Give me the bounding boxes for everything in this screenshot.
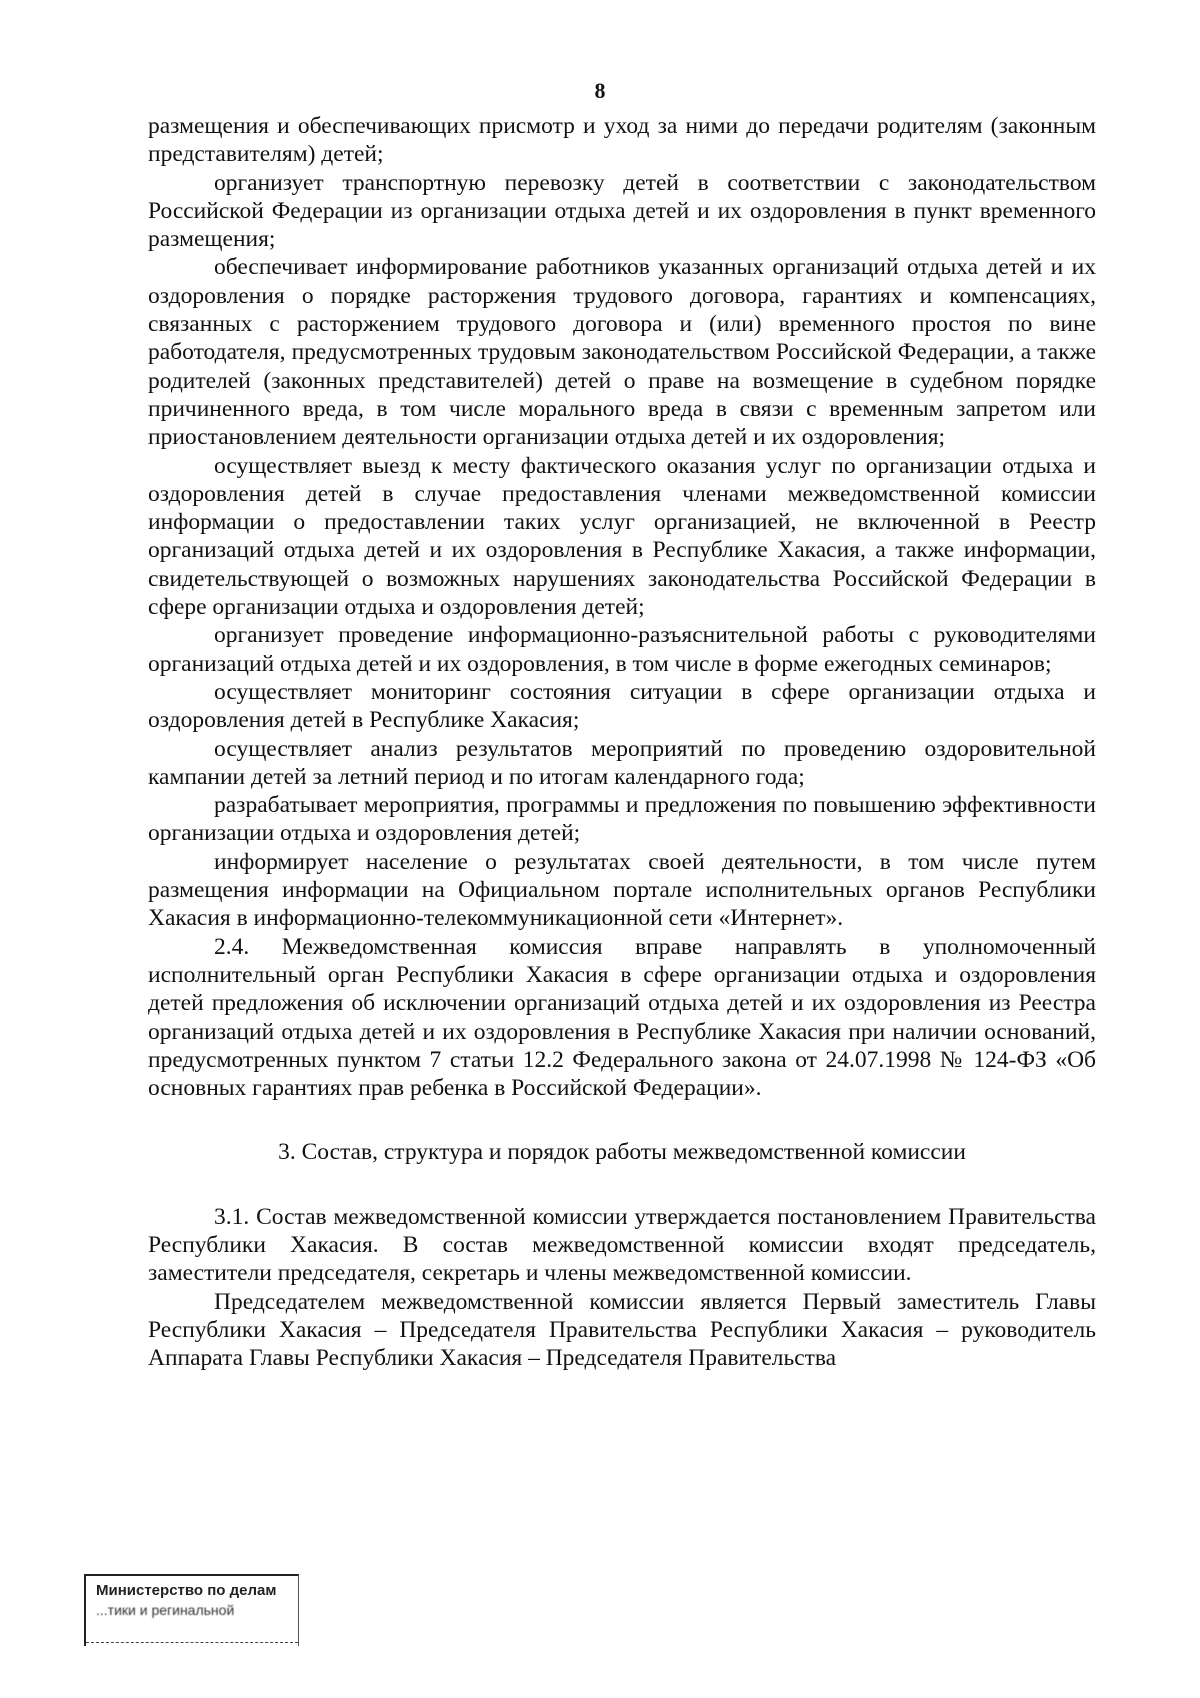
paragraph: организует проведение информационно-разъяснительной работы с руководителями организаций отдыха детей и их оздоровления, в том числе в форме ежегодных семинаров; bbox=[148, 622, 1096, 677]
ministry-stamp bbox=[84, 1574, 299, 1646]
stamp-divider bbox=[86, 1642, 298, 1643]
stamp-line-2: ...тики и регинальной bbox=[96, 1602, 235, 1618]
paragraph-2-4: 2.4. Межведомственная комиссия вправе направлять в уполномоченный исполнительный орган Республики Хакасия в сфере организации отдыха и оздоровления детей предложения об исключении организаций отдыха детей и их оздоровления из Реестра организаций отдыха детей и их оздоровления в Республике Хакасия при наличии оснований, предусмотренных пунктом 7 статьи 12.2 Федерального закона от 24.07.1998 № 124-ФЗ «Об основных гарантиях прав ребенка в Российской Федерации». bbox=[148, 933, 1096, 1102]
stamp-line-1: Министерство по делам bbox=[96, 1582, 277, 1599]
paragraph: организует транспортную перевозку детей в соответствии с законодательством Российской Федерации из организации отдыха детей и их оздоровления в пункт временного размещения; bbox=[148, 169, 1096, 253]
paragraph-3-1: 3.1. Состав межведомственной комиссии утверждается постановлением Правительства Республики Хакасия. В состав межведомственной комиссии входят председатель, заместители председателя, секретарь и члены межведомственной комиссии. bbox=[148, 1203, 1096, 1287]
section-heading: 3. Состав, структура и порядок работы межведомственной комиссии bbox=[278, 1139, 966, 1166]
paragraph: осуществляет анализ результатов мероприятий по проведению оздоровительной кампании детей за летний период и по итогам календарного года; bbox=[148, 735, 1096, 790]
paragraph: осуществляет мониторинг состояния ситуации в сфере организации отдыха и оздоровления детей в Республике Хакасия; bbox=[148, 678, 1096, 734]
paragraph: разрабатывает мероприятия, программы и предложения по повышению эффективности организации отдыха и оздоровления детей; bbox=[148, 792, 1096, 847]
document-body bbox=[148, 112, 1096, 1372]
paragraph: осуществляет выезд к месту фактического оказания услуг по организации отдыха и оздоровления детей в случае предоставления членами межведомственной комиссии информации о предоставлении таких услуг организацией, не включенной в Реестр организаций отдыха детей и их оздоровления в Республике Хакасия, а также информации, свидетельствующей о возможных нарушениях законодательства Российской Федерации в сфере организации отдыха и оздоровления детей; bbox=[148, 452, 1096, 621]
page-number: 8 bbox=[594, 78, 606, 103]
paragraph: обеспечивает информирование работников указанных организаций отдыха детей и их оздоровления о порядке расторжения трудового договора, гарантиях и компенсациях, связанных с расторжением трудового договора и (или) временного простоя по вине работодателя, предусмотренных трудовым законодательством Российской Федерации, а также родителей (законных представителей) детей о праве на возмещение в судебном порядке причиненного вреда, в том числе морального вреда в связи с временным запретом или приостановлением деятельности организации отдыха детей и их оздоровления; bbox=[148, 254, 1096, 451]
paragraph: информирует население о результатах своей деятельности, в том числе путем размещения информации на Официальном портале исполнительных органов Республики Хакасия в информационно-телекоммуникационной сети «Интернет». bbox=[148, 848, 1096, 932]
paragraph: Председателем межведомственной комиссии является Первый заместитель Главы Республики Хакасия – Председателя Правительства Республики Хакасия – руководитель Аппарата Главы Республики Хакасия – Председателя Правительства bbox=[148, 1288, 1096, 1372]
paragraph: размещения и обеспечивающих присмотр и уход за ними до передачи родителям (законным представителям) детей; bbox=[148, 113, 1096, 168]
